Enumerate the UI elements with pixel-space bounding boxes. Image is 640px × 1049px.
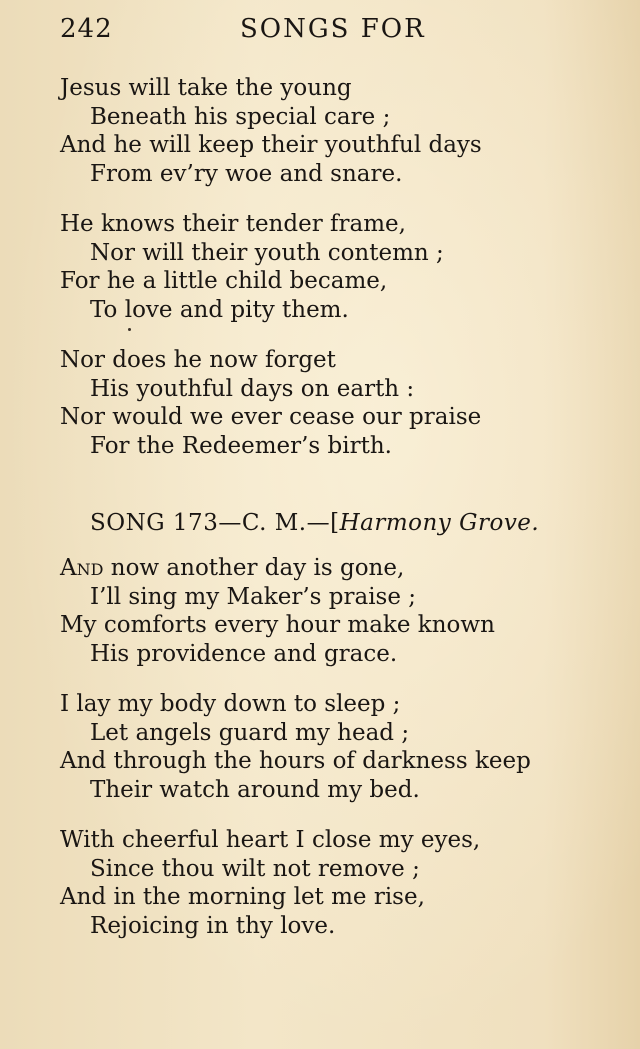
- verse-line: Jesus will take the young: [60, 75, 352, 101]
- song-title: [90, 510, 539, 536]
- verse-line: To love and pity them.: [90, 296, 349, 323]
- verse-line: With cheerful heart I close my eyes,: [60, 827, 481, 853]
- running-head: SONGS FOR: [240, 14, 426, 44]
- first-line-rest: now another day is gone,: [103, 555, 405, 581]
- verse-line: His youthful days on earth :: [90, 375, 415, 402]
- verse-line: And he will keep their youthful days: [60, 132, 482, 158]
- verse-line: I lay my body down to sleep ;: [60, 691, 401, 717]
- verse-line: Nor would we ever cease our praise: [60, 404, 482, 430]
- stanza-2: [60, 210, 580, 324]
- verse-line: My comforts every hour make known: [60, 612, 495, 638]
- verse-line: Beneath his special care ;: [90, 103, 391, 130]
- verse-line: His providence and grace.: [90, 640, 398, 667]
- verse-line: Rejoicing in thy love.: [90, 912, 336, 939]
- tune-name: Harmony Grove.: [339, 510, 540, 536]
- stanza-1: [60, 74, 580, 188]
- verse-line: I’ll sing my Maker’s praise ;: [90, 583, 417, 610]
- stanza-5: [60, 690, 580, 804]
- stanza-4: [60, 554, 580, 668]
- opening-word: And: [60, 555, 104, 581]
- stanza-3: [60, 346, 580, 460]
- verse-line: Let angels guard my head ;: [90, 719, 410, 746]
- verse-line: For the Redeemer’s birth.: [90, 432, 392, 459]
- verse-line: Their watch around my bed.: [90, 776, 420, 803]
- verse-line: For he a little child became,: [60, 268, 388, 294]
- page-header: [60, 14, 560, 50]
- song-number-meter: SONG 173—C. M.—[: [90, 510, 340, 536]
- verse-line: And through the hours of darkness keep: [60, 748, 531, 774]
- verse-line: Since thou wilt not remove ;: [90, 855, 420, 882]
- verse-line: From ev’ry woe and snare.: [90, 160, 403, 187]
- verse-line: He knows their tender frame,: [60, 211, 406, 237]
- verse-line: Nor does he now forget: [60, 347, 336, 373]
- ink-speck: [128, 328, 131, 331]
- verse-line: Nor will their youth contemn ;: [90, 239, 444, 266]
- verse-line: And in the morning let me rise,: [60, 884, 425, 910]
- stanza-6: [60, 826, 580, 940]
- page-number: 242: [60, 14, 113, 44]
- verse-line: [60, 554, 580, 583]
